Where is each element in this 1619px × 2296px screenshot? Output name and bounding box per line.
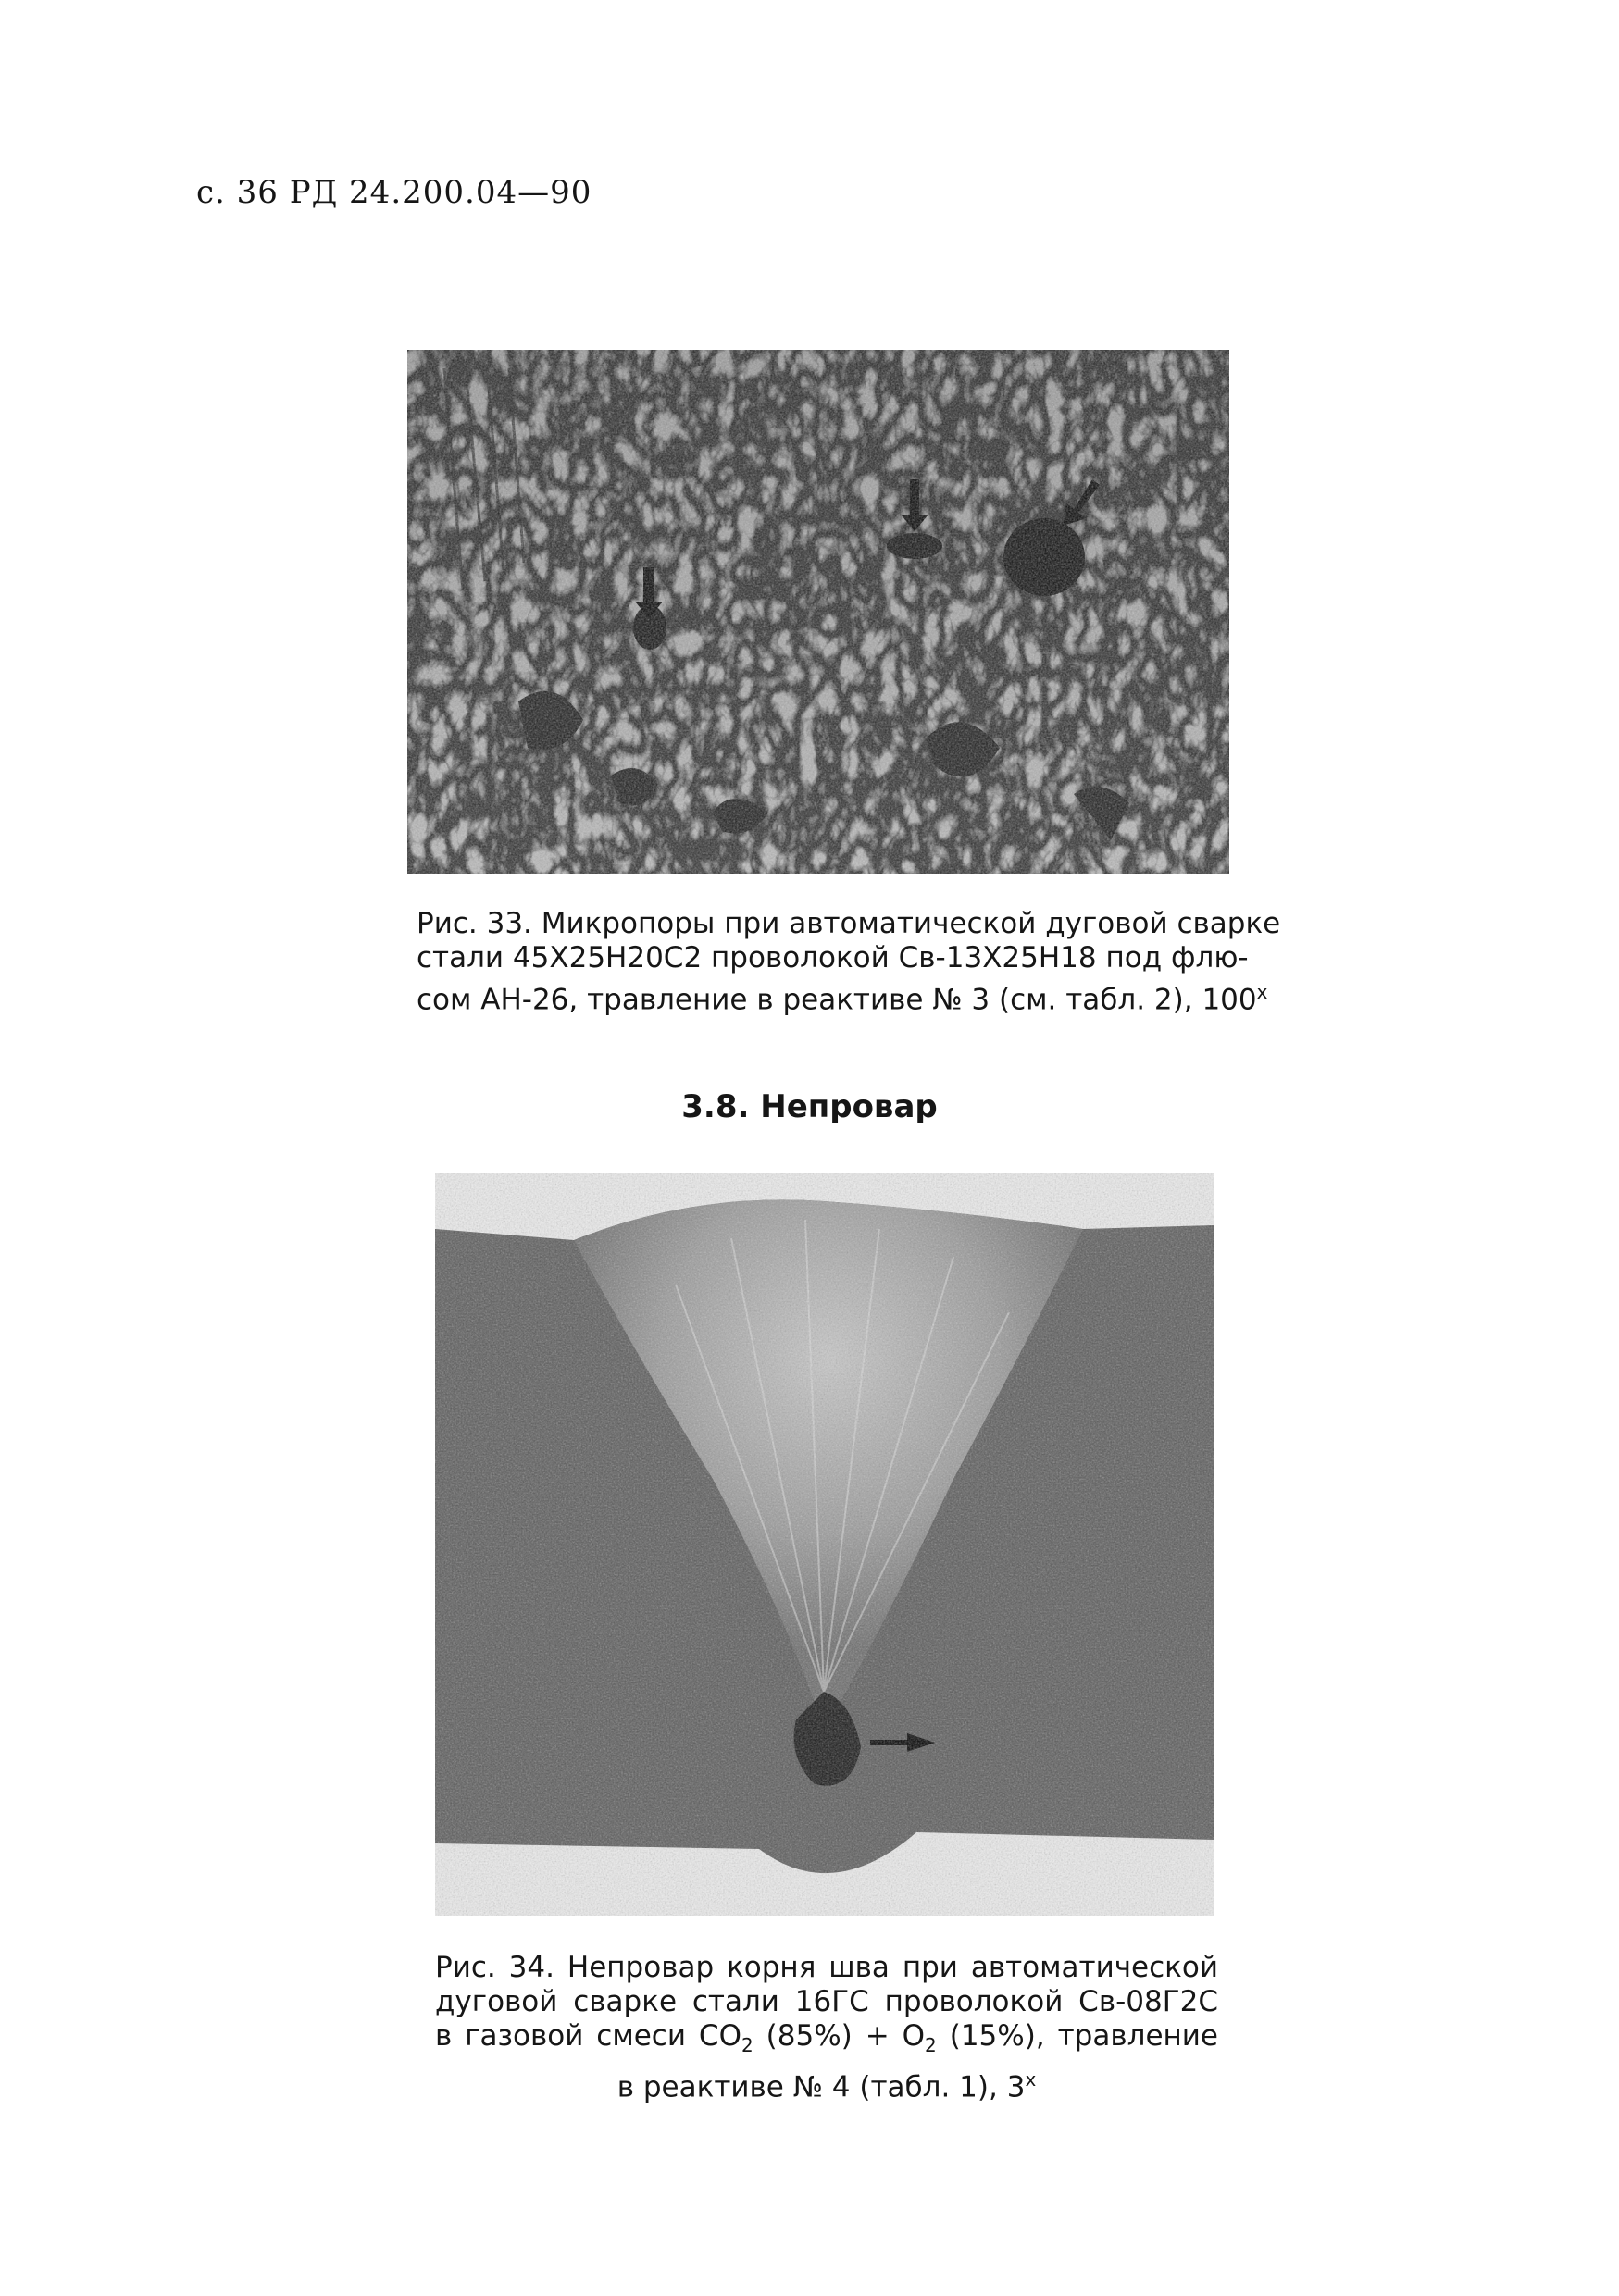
figure-33-caption bbox=[417, 907, 1281, 1017]
caption-text: в газовой смеси CO bbox=[435, 2019, 741, 2053]
caption-text: (85%) + O bbox=[753, 2019, 926, 2053]
magnification-mark: х bbox=[1256, 981, 1268, 1003]
page-header: с. 36 РД 24.200.04—90 bbox=[196, 174, 592, 211]
macrosection-incomplete-penetration-image bbox=[435, 1173, 1214, 1916]
caption-line bbox=[435, 2063, 1218, 2104]
caption-line: Рис. 34. Непровар корня шва при автоматической bbox=[435, 1951, 1218, 1984]
caption-text: в реактиве № 4 (табл. 1), 3 bbox=[616, 2070, 1026, 2104]
section-title: 3.8. Непровар bbox=[681, 1088, 938, 1125]
caption-text: (15%), травление bbox=[936, 2019, 1219, 2053]
caption-line: дуговой сварке стали 16ГС проволокой Св-08Г2С bbox=[435, 1985, 1218, 2018]
caption-line bbox=[417, 975, 1268, 1017]
subscript: 2 bbox=[741, 2034, 753, 2057]
micrograph-micropores-image bbox=[407, 350, 1229, 874]
caption-line: Рис. 33. Микропоры при автоматической дуговой сварке bbox=[417, 907, 1281, 940]
caption-line: стали 45Х25Н20С2 проволокой Св-13Х25Н18 под флю- bbox=[417, 941, 1249, 974]
figure-34-caption bbox=[435, 1951, 1218, 2105]
caption-line-text: сом АН-26, травление в реактиве № 3 (см. табл. 2), 100 bbox=[417, 983, 1257, 1017]
subscript: 2 bbox=[925, 2034, 937, 2057]
caption-line bbox=[435, 2019, 1218, 2063]
magnification-mark: х bbox=[1025, 2068, 1037, 2091]
